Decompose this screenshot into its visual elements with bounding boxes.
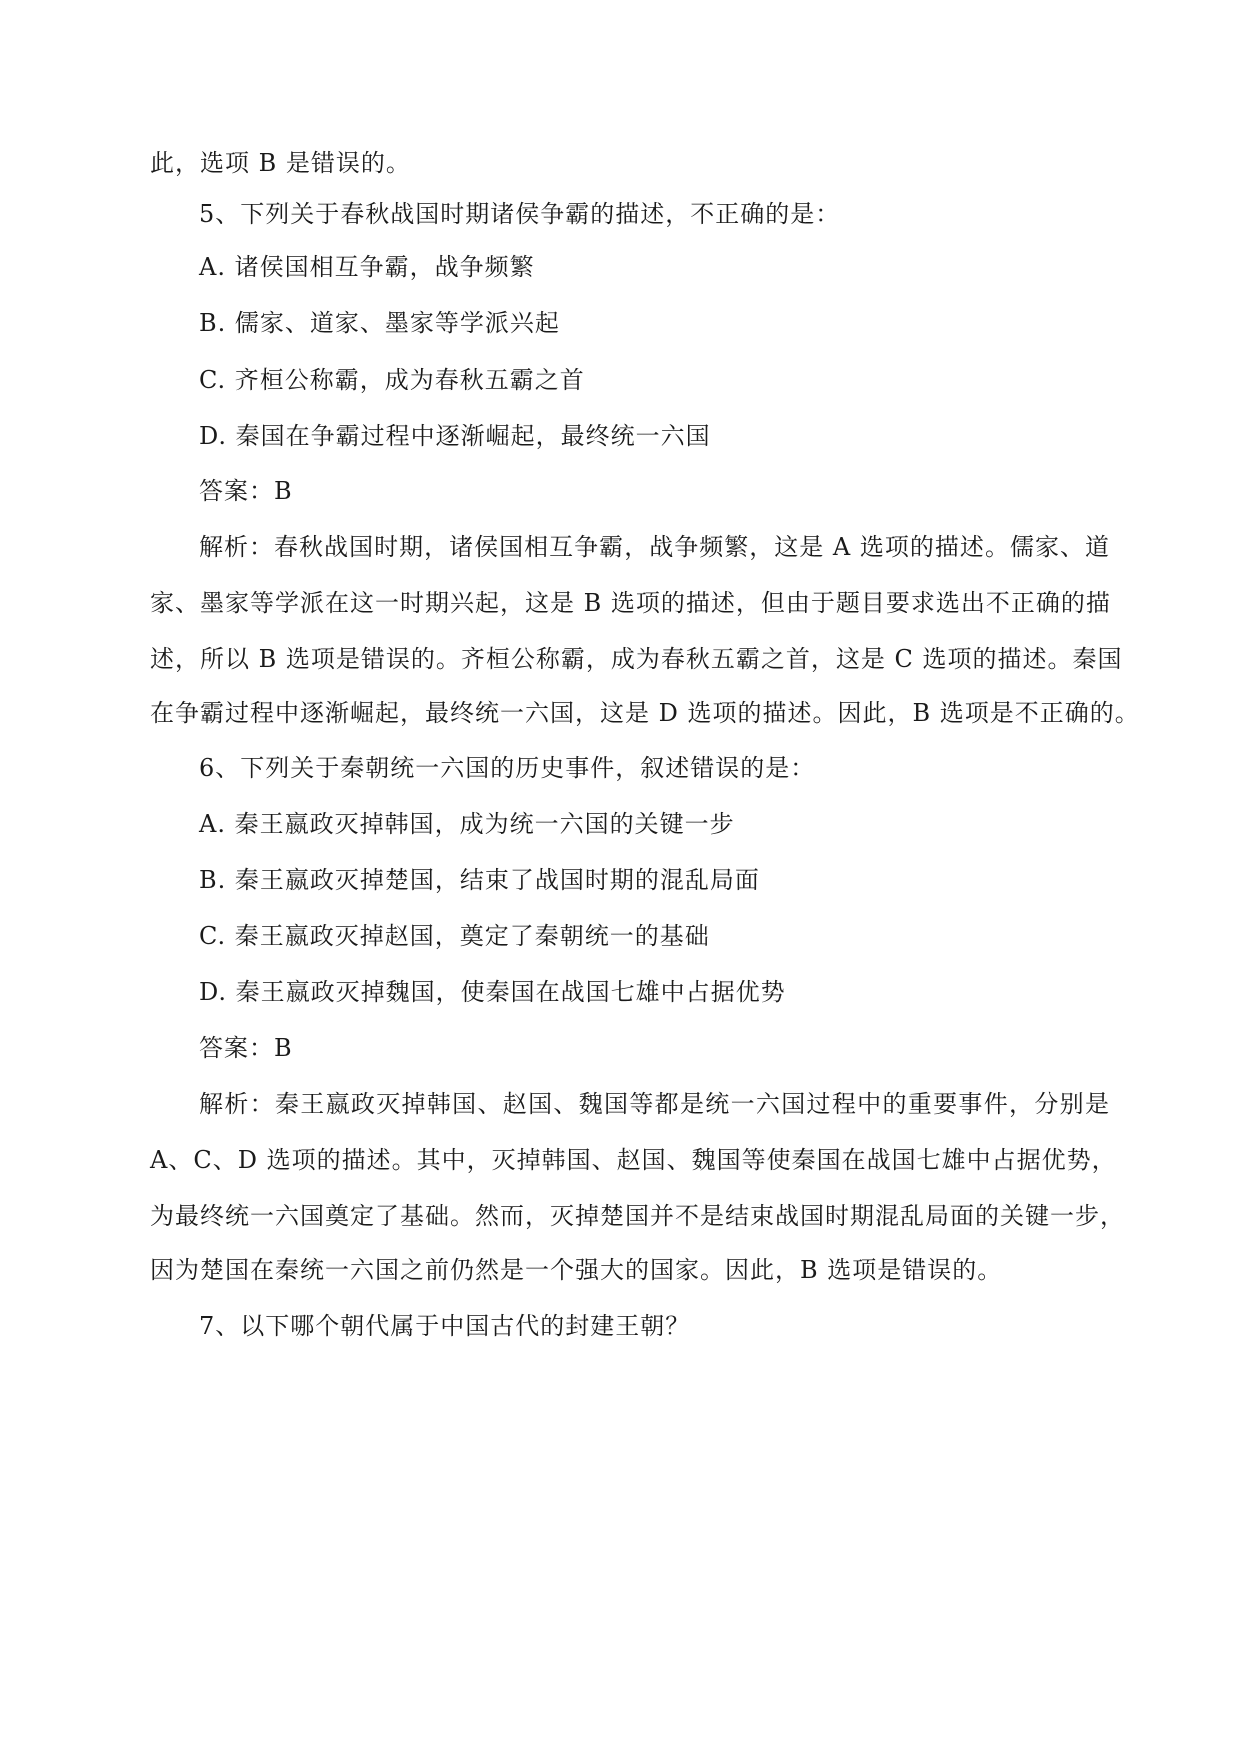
question-5-option-a: A. 诸侯国相互争霸，战争频繁 (199, 253, 535, 281)
question-5-explanation-line: 在争霸过程中逐渐崛起，最终统一六国，这是 D 选项的描述。因此，B 选项是不正确的。 (150, 699, 1140, 727)
text-line: 此，选项 B 是错误的。 (150, 149, 411, 177)
question-7-stem: 7、以下哪个朝代属于中国古代的封建王朝？ (199, 1312, 691, 1340)
question-5-option-b: B. 儒家、道家、墨家等学派兴起 (199, 309, 560, 337)
question-6-option-c: C. 秦王嬴政灭掉赵国，奠定了秦朝统一的基础 (199, 922, 710, 950)
question-5-option-c: C. 齐桓公称霸，成为春秋五霸之首 (199, 366, 585, 394)
question-6-stem: 6、下列关于秦朝统一六国的历史事件，叙述错误的是： (199, 754, 816, 782)
question-5-explanation-line: 述，所以 B 选项是错误的。齐桓公称霸，成为春秋五霸之首，这是 C 选项的描述。秦国 (150, 645, 1123, 673)
question-6-option-b: B. 秦王嬴政灭掉楚国，结束了战国时期的混乱局面 (199, 866, 760, 894)
question-6-answer: 答案：B (199, 1034, 293, 1062)
question-6-explanation-line: 为最终统一六国奠定了基础。然而，灭掉楚国并不是结束战国时期混乱局面的关键一步， (150, 1202, 1125, 1230)
question-6-option-a: A. 秦王嬴政灭掉韩国，成为统一六国的关键一步 (199, 810, 735, 838)
question-6-explanation-line: A、C、D 选项的描述。其中，灭掉韩国、赵国、魏国等使秦国在战国七雄中占据优势， (150, 1146, 1117, 1174)
question-6-explanation-line: 解析：秦王嬴政灭掉韩国、赵国、魏国等都是统一六国过程中的重要事件，分别是 (199, 1090, 1110, 1118)
question-5-explanation-line: 解析：春秋战国时期，诸侯国相互争霸，战争频繁，这是 A 选项的描述。儒家、道 (199, 533, 1110, 561)
question-5-option-d: D. 秦国在争霸过程中逐渐崛起，最终统一六国 (199, 422, 711, 450)
question-5-explanation-line: 家、墨家等学派在这一时期兴起，这是 B 选项的描述，但由于题目要求选出不正确的描 (150, 589, 1111, 617)
question-6-explanation-line: 因为楚国在秦统一六国之前仍然是一个强大的国家。因此，B 选项是错误的。 (150, 1256, 1003, 1284)
question-5-stem: 5、下列关于春秋战国时期诸侯争霸的描述，不正确的是： (199, 200, 841, 228)
question-6-option-d: D. 秦王嬴政灭掉魏国，使秦国在战国七雄中占据优势 (199, 978, 786, 1006)
question-5-answer: 答案：B (199, 477, 293, 505)
